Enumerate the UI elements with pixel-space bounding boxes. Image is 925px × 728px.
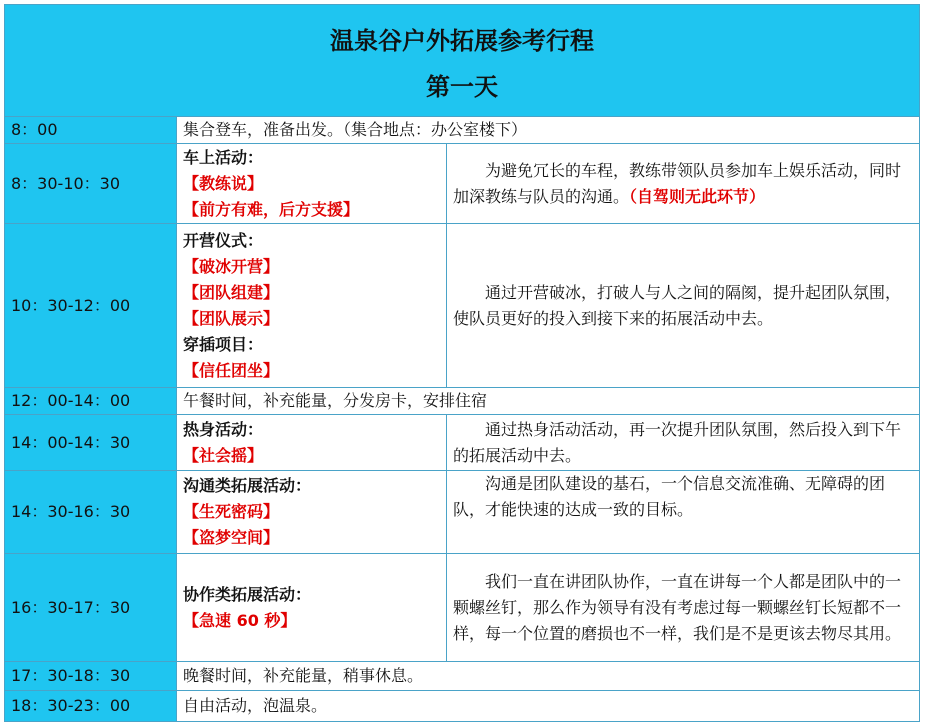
table-row [5,691,920,722]
time-cell: 8：30-10：30 [5,144,177,224]
description-text [453,158,913,210]
activity-heading: 热身活动： [183,419,264,439]
activity-cell [177,415,447,471]
activity-item: 【团队组建】 [183,282,280,302]
description-note: （自驾则无此环节） [629,186,766,206]
activity-item: 【生死密码】 [183,502,280,521]
itinerary-table [4,4,920,722]
time-cell: 14：30-16：30 [5,471,177,554]
activity-item: 【信任团坐】 [183,360,280,380]
description-text: 通过热身活动活动，再一次提升团队氛围，然后投入到下午的拓展活动中去。 [453,419,902,465]
time-cell: 8：00 [5,117,177,144]
activity-cell: 集合登车，准备出发。（集合地点：办公室楼下） [177,117,920,144]
table-row [5,388,920,415]
description-cell [447,224,920,388]
activity-cell [177,554,447,662]
time-cell: 12：00-14：00 [5,388,177,415]
description-cell [447,144,920,224]
activity-cell: 晚餐时间，补充能量，稍事休息。 [177,662,920,691]
activity-item: 【盗梦空间】 [183,528,280,547]
time-cell: 10：30-12：00 [5,224,177,388]
time-cell: 14：00-14：30 [5,415,177,471]
activity-item: 【社会摇】 [183,445,264,465]
itinerary [4,4,919,721]
time-cell: 16：30-17：30 [5,554,177,662]
activity-cell: 自由活动，泡温泉。 [177,691,920,722]
activity-item: 【破冰开营】 [183,256,280,276]
activity-cell [177,144,447,224]
description-text: 通过开营破冰，打破人与人之间的隔阂，提升起团队氛围，使队员更好的投入到接下来的拓展活动中去。 [453,282,902,328]
table-row [5,471,920,554]
description-text: 我们一直在讲团队协作，一直在讲每一个人都是团队中的一颗螺丝钉，那么作为领导有没有考虑过每一颗螺丝钉长短都不一样，每一个位置的磨损也不一样，我们是不是更该去物尽其用。 [453,571,902,643]
activity-heading: 车上活动： [183,147,264,167]
table-row [5,117,920,144]
activity-cell: 午餐时间，补充能量，分发房卡，安排住宿 [177,388,920,415]
description-cell [447,554,920,662]
activity-item: 【教练说】 [183,173,264,193]
description-cell [447,415,920,471]
activity-heading: 协作类拓展活动： [183,584,312,604]
header-row [5,5,920,117]
table-row [5,144,920,224]
description-body: 为避免冗长的车程，教练带领队员参加车上娱乐活动，同时加深教练与队员的沟通。 [453,160,902,206]
activity-heading: 沟通类拓展活动： [183,476,312,495]
description-cell [447,471,920,554]
table-row [5,662,920,691]
activity-heading: 穿插项目： [183,334,264,354]
table-row [5,224,920,388]
day-title: 第一天 [426,71,498,101]
activity-cell [177,224,447,388]
activity-cell [177,471,447,554]
table-row [5,554,920,662]
header-cell [5,5,920,117]
description-text: 沟通是团队建设的基石，一个信息交流准确、无障碍的团队，才能快速的达成一致的目标。 [453,474,886,519]
activity-item: 【团队展示】 [183,308,280,328]
time-cell: 17：30-18：30 [5,662,177,691]
activity-item: 【前方有难，后方支援】 [183,199,360,219]
page-title: 温泉谷户外拓展参考行程 [330,25,594,55]
activity-heading: 开营仪式： [183,230,264,250]
time-cell: 18：30-23：00 [5,691,177,722]
activity-item: 【急速 60 秒】 [183,610,297,630]
table-row [5,415,920,471]
